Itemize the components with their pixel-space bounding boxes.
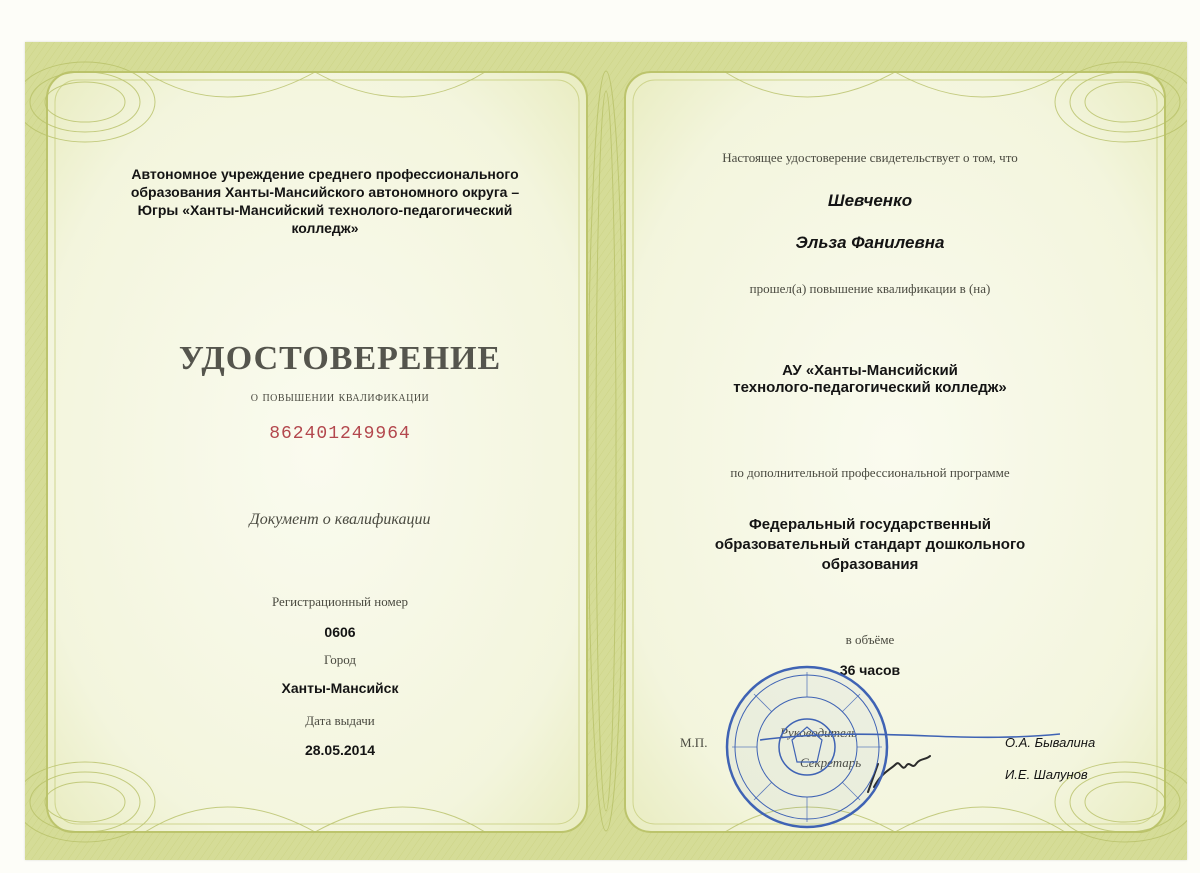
registration-number: 0606 xyxy=(324,624,356,640)
institution-line-3: Югры «Ханты-Мансийский технолого-педагогический xyxy=(137,202,513,218)
city-value: Ханты-Мансийск xyxy=(281,680,399,696)
city-label: Город xyxy=(323,652,357,667)
registration-label: Регистрационный номер xyxy=(272,594,408,609)
document-subtitle: о повышении квалификации xyxy=(250,390,430,405)
organization-line-1: АУ «Ханты-Мансийский xyxy=(782,362,958,379)
volume-value: 36 часов xyxy=(839,662,901,678)
passed-text: прошел(а) повышение квалификации в (на) xyxy=(749,281,991,296)
serial-number: 862401249964 xyxy=(269,424,411,444)
document-title: УДОСТОВЕРЕНИЕ xyxy=(178,340,502,377)
head-name: О.А. Бывалина xyxy=(1005,735,1096,750)
secretary-name: И.Е. Шалунов xyxy=(1005,767,1088,782)
stamp-place-label: М.П. xyxy=(680,735,708,750)
program-label: по дополнительной профессиональной программе xyxy=(730,465,1010,480)
volume-label: в объёме xyxy=(845,632,895,647)
institution-line-2: образования Ханты-Мансийского автономного округа – xyxy=(130,184,520,200)
holder-given-names: Эльза Фанилевна xyxy=(795,233,945,252)
organization-line-2: технолого-педагогический колледж» xyxy=(733,379,1007,396)
issue-date-label: Дата выдачи xyxy=(305,713,375,728)
issue-date-value: 28.05.2014 xyxy=(304,742,376,758)
institution-line-1: Автономное учреждение среднего профессионального xyxy=(131,166,519,182)
document-type: Документ о квалификации xyxy=(249,511,431,528)
holder-surname: Шевченко xyxy=(827,191,913,210)
program-line-2: образовательный стандарт дошкольного xyxy=(714,536,1026,553)
certifies-text: Настоящее удостоверение свидетельствует о том, что xyxy=(722,150,1018,165)
program-line-3: образования xyxy=(821,556,919,573)
institution-line-4: колледж» xyxy=(291,220,359,236)
program-line-1: Федеральный государственный xyxy=(748,516,992,533)
official-stamp xyxy=(722,662,892,832)
